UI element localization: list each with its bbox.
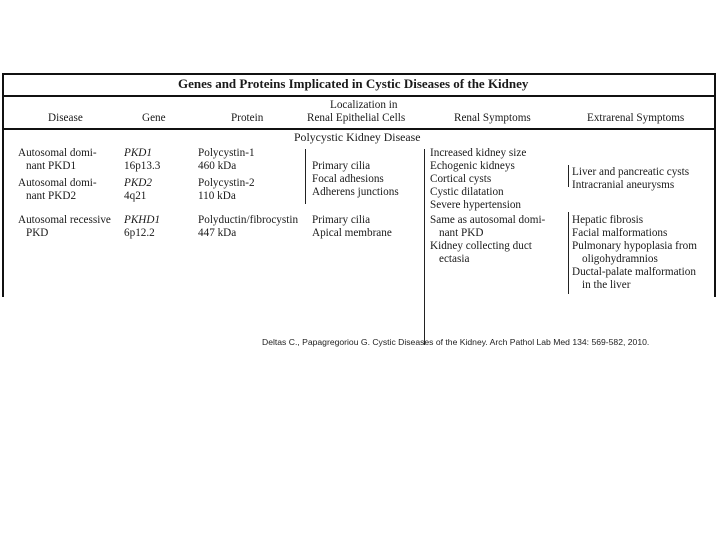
extrarenal-cell: Liver and pancreatic cysts (572, 166, 690, 178)
disease-cell: Autosomal domi- (18, 147, 97, 159)
renal-cell: Kidney collecting duct (430, 240, 532, 252)
protein-cell: 447 kDa (198, 227, 237, 239)
renal-cell: nant PKD (439, 227, 484, 239)
renal-cell: Echogenic kidneys (430, 160, 515, 172)
disease-cell: nant PKD1 (26, 160, 77, 172)
header-localization-line1: Localization in (330, 99, 398, 111)
protein-cell: 460 kDa (198, 160, 237, 172)
renal-cell: Cortical cysts (430, 173, 492, 185)
extrarenal-cell: in the liver (582, 279, 631, 291)
header-localization-line2: Renal Epithelial Cells (307, 112, 406, 124)
localization-bracket (305, 149, 306, 204)
renal-cell: ectasia (439, 253, 470, 265)
extrarenal-cell: Ductal-palate malformation (572, 266, 696, 278)
extrarenal-cell: Intracranial aneurysms (572, 179, 675, 191)
title-rule (2, 95, 716, 97)
localization-cell: Adherens junctions (312, 186, 399, 198)
renal-bracket (424, 149, 425, 345)
extrarenal-cell: Pulmonary hypoplasia from (572, 240, 697, 252)
protein-cell: Polyductin/fibrocystin (198, 214, 299, 226)
protein-cell: Polycystin-2 (198, 177, 255, 189)
extrarenal-bracket (568, 165, 569, 187)
disease-cell: PKD (26, 227, 49, 239)
renal-cell: Severe hypertension (430, 199, 522, 211)
header-renal-symptoms: Renal Symptoms (454, 112, 531, 124)
gene-cell: PKD2 (124, 177, 152, 189)
header-extrarenal-symptoms: Extrarenal Symptoms (587, 112, 685, 124)
section-heading: Polycystic Kidney Disease (294, 130, 421, 144)
renal-cell: Cystic dilatation (430, 186, 504, 198)
table-title: Genes and Proteins Implicated in Cystic Diseases of the Kidney (178, 76, 529, 91)
disease-cell: Autosomal domi- (18, 177, 97, 189)
extrarenal-cell: Facial malformations (572, 227, 668, 239)
localization-cell: Focal adhesions (312, 173, 384, 185)
table-figure (2, 73, 716, 297)
top-rule (2, 73, 716, 75)
gene-cell: PKD1 (124, 147, 152, 159)
header-disease: Disease (48, 112, 83, 124)
gene-cell: 6p12.2 (124, 227, 155, 239)
right-border (714, 73, 716, 297)
disease-cell: nant PKD2 (26, 190, 77, 202)
disease-cell: Autosomal recessive (18, 214, 111, 226)
gene-cell: PKHD1 (124, 214, 161, 226)
extrarenal-cell: Hepatic fibrosis (572, 214, 644, 226)
header-gene: Gene (142, 112, 166, 124)
citation: Deltas C., Papagregoriou G. Cystic Diseases of the Kidney. Arch Pathol Lab Med 134: 569-582, 2010. (262, 337, 650, 347)
localization-cell: Primary cilia (312, 160, 371, 172)
renal-cell: Same as autosomal domi- (430, 214, 546, 226)
left-border (2, 73, 4, 297)
gene-cell: 4q21 (124, 190, 147, 202)
protein-cell: Polycystin-1 (198, 147, 255, 159)
renal-cell: Increased kidney size (430, 147, 527, 159)
header-protein: Protein (231, 112, 264, 124)
gene-cell: 16p13.3 (124, 160, 161, 172)
extrarenal-bracket (568, 212, 569, 294)
protein-cell: 110 kDa (198, 190, 236, 202)
extrarenal-cell: oligohydramnios (582, 253, 658, 265)
localization-cell: Apical membrane (312, 227, 392, 239)
localization-cell: Primary cilia (312, 214, 371, 226)
